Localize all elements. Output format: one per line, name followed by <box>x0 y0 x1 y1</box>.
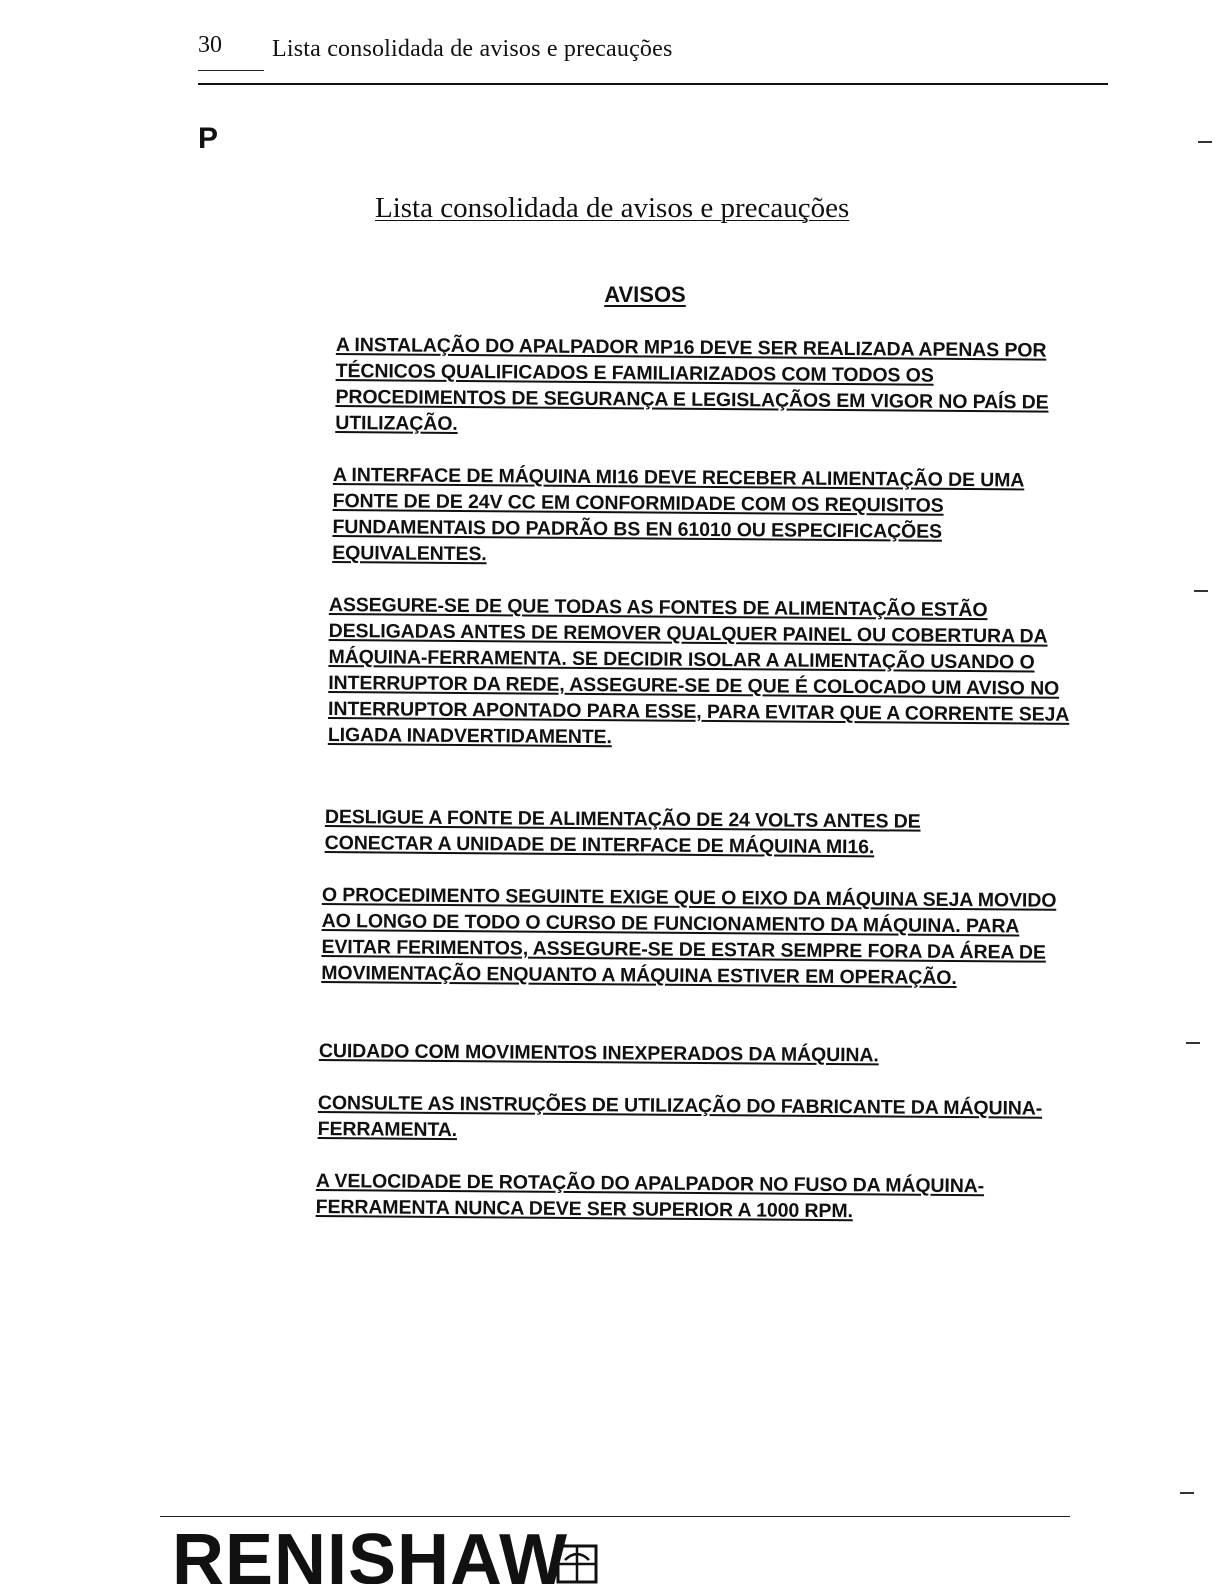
header-rule <box>198 83 1108 85</box>
warning-paragraph: A INSTALAÇÃO DO APALPADOR MP16 DEVE SER REALIZADA APENAS POR TÉCNICOS QUALIFICADOS E FAMILIARIZADOS COM TODOS OS PROCEDIMENTOS DE SEGURANÇA E LEGISLAÇÃOS EM VIGOR NO PAÍS DE UTILIZAÇÃO. <box>335 333 1049 435</box>
margin-mark <box>1198 141 1212 143</box>
header-rule-short <box>198 70 264 71</box>
warning-paragraph: O PROCEDIMENTO SEGUINTE EXIGE QUE O EIXO DA MÁQUINA SEJA MOVIDO AO LONGO DE TODO O CURSO DE FUNCIONAMENTO DA MÁQUINA. PARA EVITAR FERIMENTOS, ASSEGURE-SE DE ESTAR SEMPRE FORA DA ÁREA DE MOVIMENTAÇÃO ENQUANTO A MÁQUINA ESTIVER EM OPERAÇÃO. <box>321 883 1057 989</box>
warning-paragraph: DESLIGUE A FONTE DE ALIMENTAÇÃO DE 24 VOLTS ANTES DE CONECTAR A UNIDADE DE INTERFACE DE MÁQUINA MI16. <box>324 805 921 859</box>
warning-paragraph: A VELOCIDADE DE ROTAÇÃO DO APALPADOR NO FUSO DA MÁQUINA-FERRAMENTA NUNCA DEVE SER SUPERIOR A 1000 RPM. <box>315 1169 985 1223</box>
document-title: Lista consolidada de avisos e precauções <box>375 192 850 224</box>
renishaw-logo: RENISHAW <box>172 1520 569 1584</box>
warning-paragraph: A INTERFACE DE MÁQUINA MI16 DEVE RECEBER ALIMENTAÇÃO DE UMA FONTE DE DE 24V CC EM CONFORMIDADE COM OS REQUISITOS FUNDAMENTAIS DO PADRÃO BS EN 61010 OU ESPECIFICAÇÕES EQUIVALENTES. <box>332 463 1025 566</box>
page-number: 30 <box>198 32 222 58</box>
language-marker: P <box>198 122 219 155</box>
section-heading: AVISOS <box>604 282 686 307</box>
margin-mark <box>1194 590 1208 592</box>
warning-paragraph: CONSULTE AS INSTRUÇÕES DE UTILIZAÇÃO DO FABRICANTE DA MÁQUINA-FERRAMENTA. <box>317 1091 1043 1142</box>
margin-mark <box>1186 1042 1200 1044</box>
warning-paragraph: ASSEGURE-SE DE QUE TODAS AS FONTES DE ALIMENTAÇÃO ESTÃO DESLIGADAS ANTES DE REMOVER QUALQUER PAINEL OU COBERTURA DA MÁQUINA-FERRAMENTA. SE DECIDIR ISOLAR A ALIMENTAÇÃO USANDO O INTERRUPTOR DA REDE, ASSEGURE-SE DE QUE É COLOCADO UM AVISO NO INTERRUPTOR APONTADO PARA ESSE, PARA EVITAR QUE A CORRENTE SEJA LIGADA INADVERTIDAMENTE. <box>327 593 1070 749</box>
footer-rule <box>160 1516 1070 1517</box>
margin-mark <box>1180 1492 1194 1494</box>
running-title: Lista consolidada de avisos e precauções <box>272 36 673 62</box>
renishaw-mark-icon <box>555 1540 601 1584</box>
warning-paragraph: CUIDADO COM MOVIMENTOS INEXPERADOS DA MÁQUINA. <box>318 1039 879 1067</box>
page-header <box>198 30 1108 86</box>
